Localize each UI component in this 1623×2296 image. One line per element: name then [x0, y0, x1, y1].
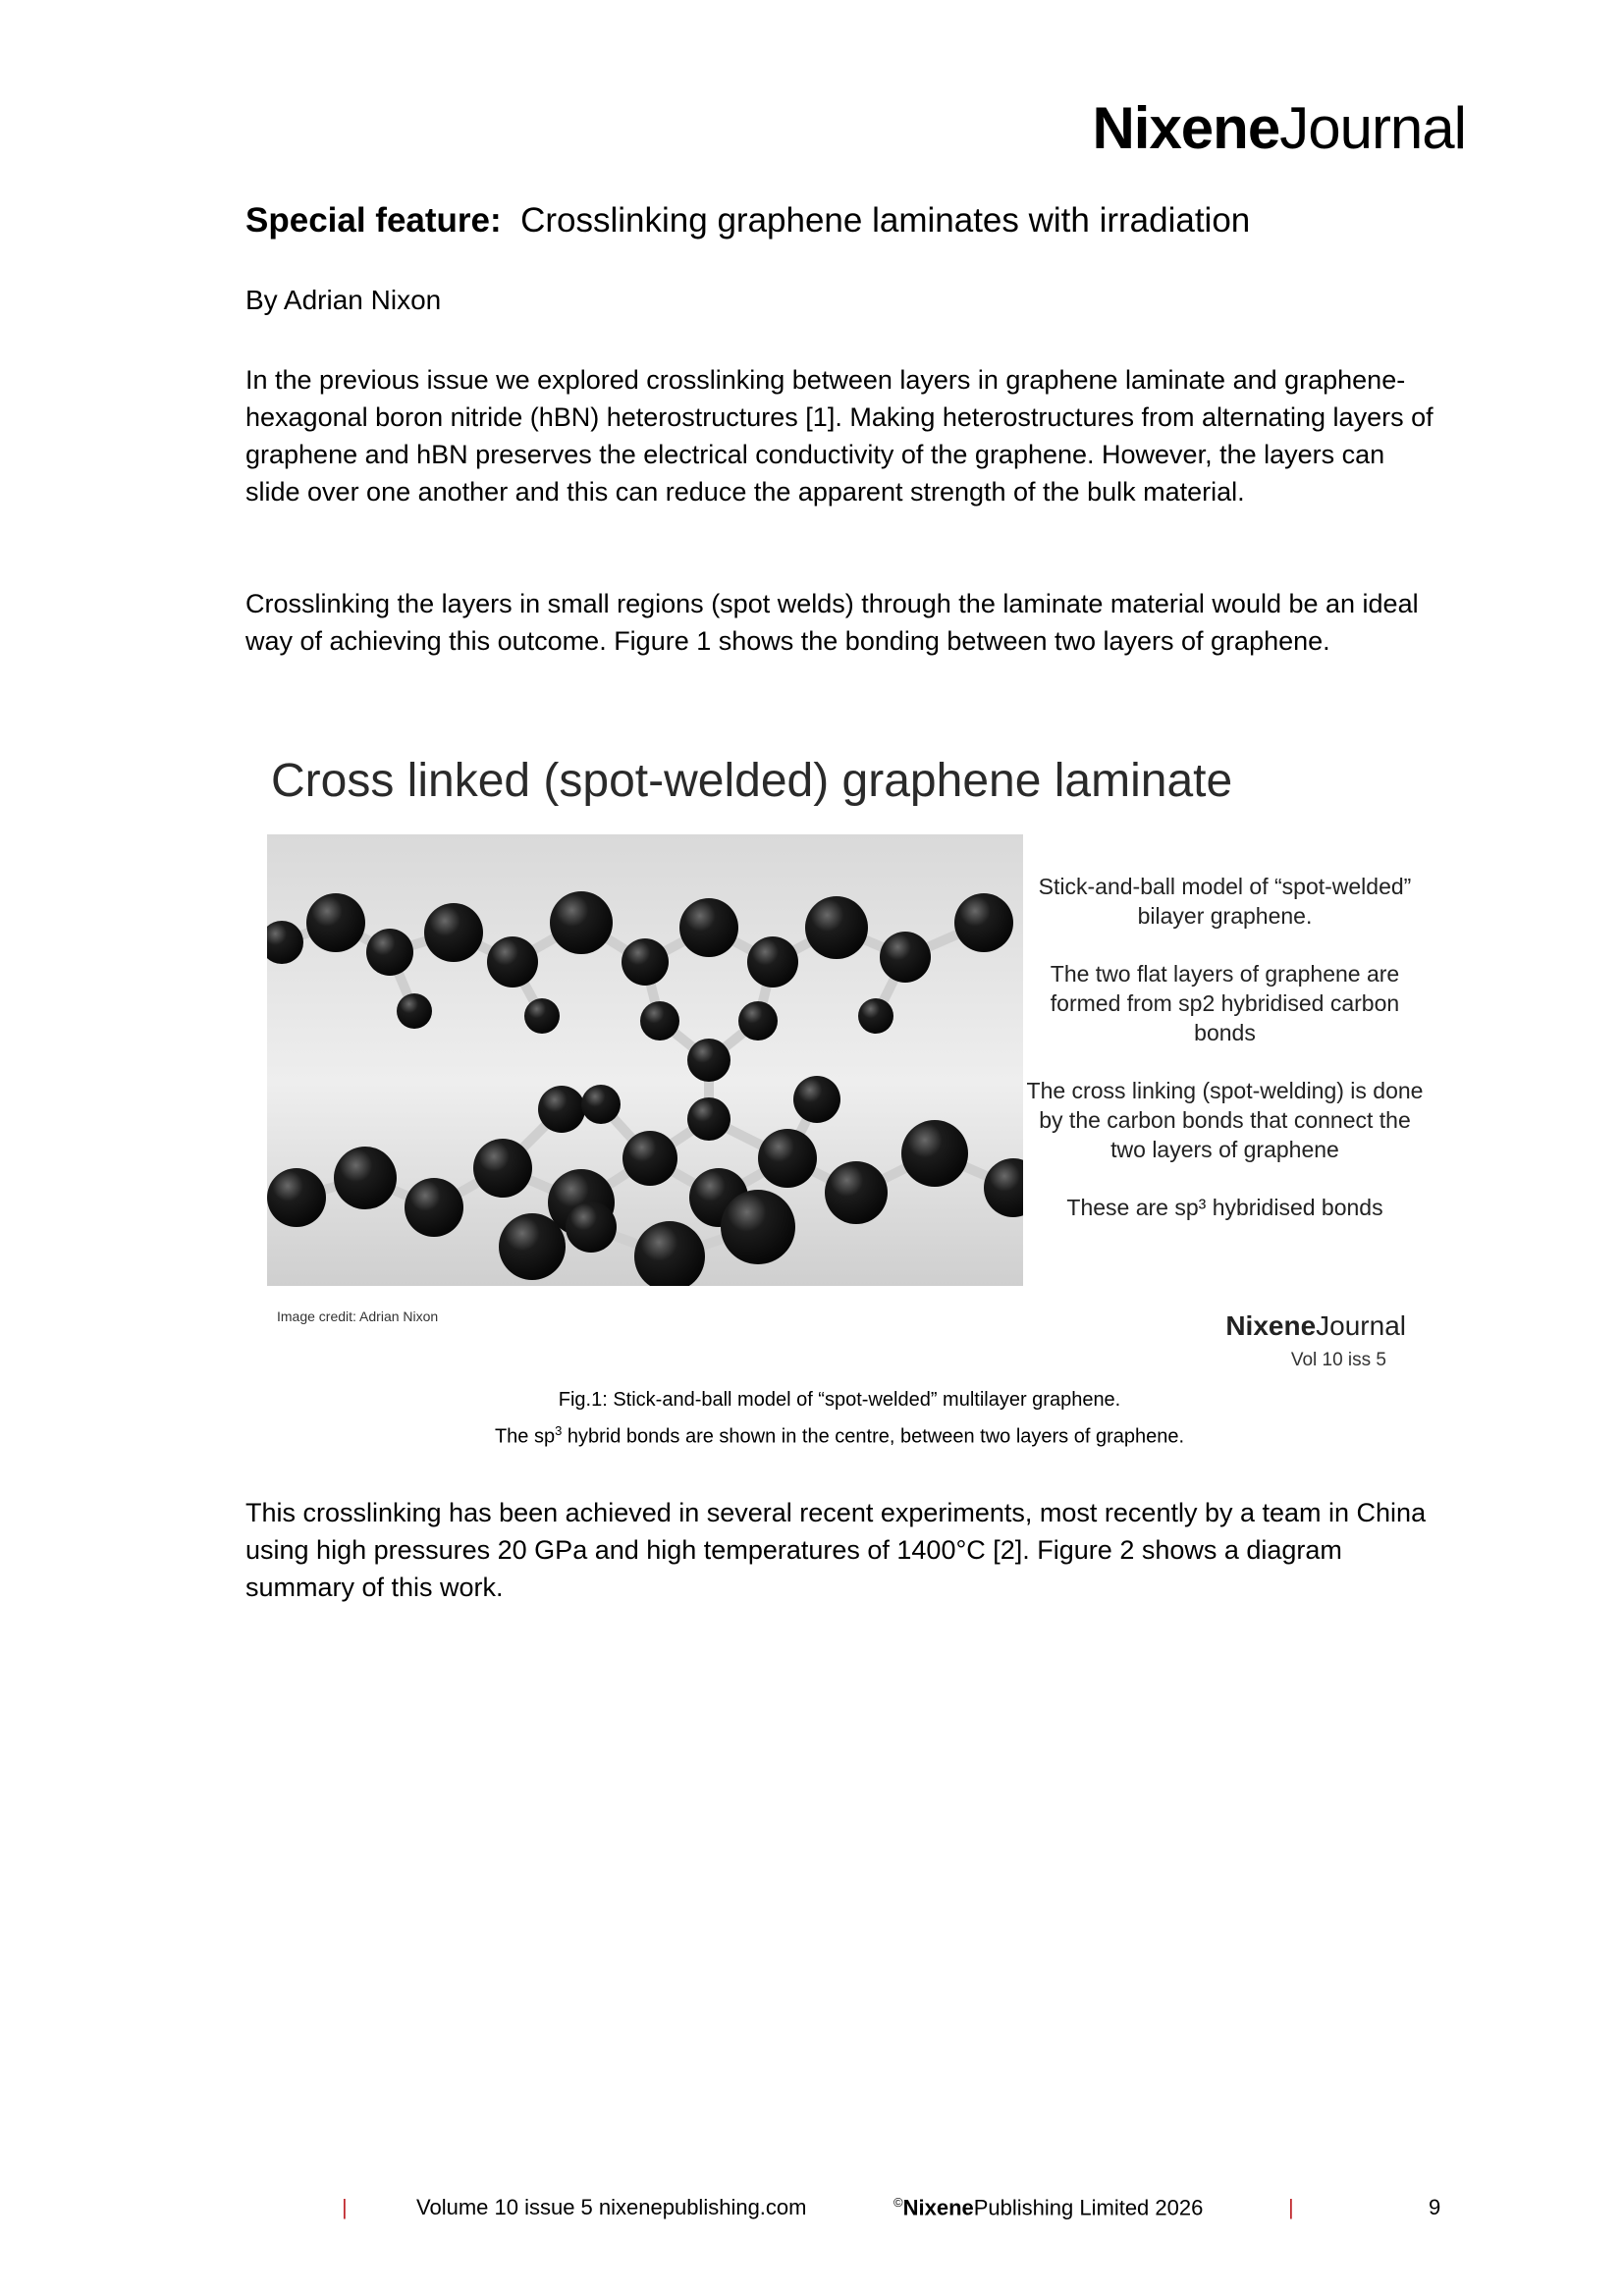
masthead-bold: Nixene	[1092, 95, 1280, 161]
page-number: 9	[1429, 2195, 1441, 2219]
figure-brand-bold: Nixene	[1225, 1310, 1317, 1341]
figure-caption	[245, 1384, 1434, 1453]
article-title-label: Special feature:	[245, 201, 502, 240]
footer-volume: Volume 10 issue 5 nixenepublishing.com	[416, 2195, 807, 2219]
caption-line-2-post: hybrid bonds are shown in the centre, between two layers of graphene.	[562, 1425, 1185, 1448]
copyright-symbol: ©	[893, 2195, 903, 2210]
caption-line-1: Fig.1: Stick-and-ball model of “spot-welded” multilayer graphene.	[558, 1389, 1121, 1411]
journal-masthead	[1092, 94, 1466, 162]
figure-note-3: The cross linking (spot-welding) is done by the carbon bonds that connect the two layers of graphene	[1026, 1078, 1424, 1162]
paragraph-1: In the previous issue we explored crosslinking between layers in graphene laminate and graphene-hexagonal boron nitride (hBN) heterostructures [1]. Making heterostructures from alternating layers of graphene and hBN preserves the electrical conductivity of the graphene. However, the layers can slide over one another and this can reduce the apparent strength of the bulk material.	[245, 365, 1434, 507]
figure-1	[265, 736, 1424, 1384]
footer-separator-right: |	[1288, 2195, 1294, 2219]
figure-volume: Vol 10 iss 5	[1290, 1350, 1386, 1370]
paragraph-3: This crosslinking has been achieved in several recent experiments, most recently by a team in China using high pressures 20 GPa and high temperatures of 1400°C [2]. Figure 2 shows a diagram summary of this work.	[245, 1498, 1427, 1602]
figure-notes	[1026, 872, 1424, 1251]
molecule-photo-graphic	[267, 834, 1023, 1286]
figure-note-2: The two flat layers of graphene are formed from sp2 hybridised carbon bonds	[1050, 961, 1400, 1045]
paragraph-2: Crosslinking the layers in small regions (spot welds) through the laminate material would be an ideal way of achieving this outcome. Figure 1 shows the bonding between two layers of graphene.	[245, 589, 1419, 656]
article-title	[245, 201, 1434, 240]
figure-brand-light: Journal	[1316, 1310, 1406, 1341]
figure-brand	[1225, 1310, 1406, 1342]
footer-separator-left: |	[342, 2195, 348, 2219]
molecule-photo	[267, 834, 1023, 1286]
page-footer	[0, 2195, 1623, 2230]
caption-line-2-pre: The sp	[494, 1425, 556, 1448]
article-title-text: Crosslinking graphene laminates with irradiation	[520, 201, 1251, 240]
caption-line-2-sup: 3	[555, 1423, 563, 1438]
footer-copyright-rest: Publishing Limited 2026	[973, 2195, 1204, 2220]
figure-note-1: Stick-and-ball model of “spot-welded” bilayer graphene.	[1038, 874, 1412, 929]
footer-copyright	[893, 2195, 1203, 2220]
figure-heading: Cross linked (spot-welded) graphene laminate	[271, 755, 1233, 807]
image-credit: Image credit: Adrian Nixon	[277, 1308, 439, 1324]
byline: By Adrian Nixon	[245, 285, 442, 315]
figure-note-4: These are sp³ hybridised bonds	[1066, 1195, 1383, 1220]
caption-line-2	[245, 1415, 1434, 1453]
footer-copyright-bold: Nixene	[902, 2195, 974, 2220]
masthead-light: Journal	[1279, 95, 1466, 161]
